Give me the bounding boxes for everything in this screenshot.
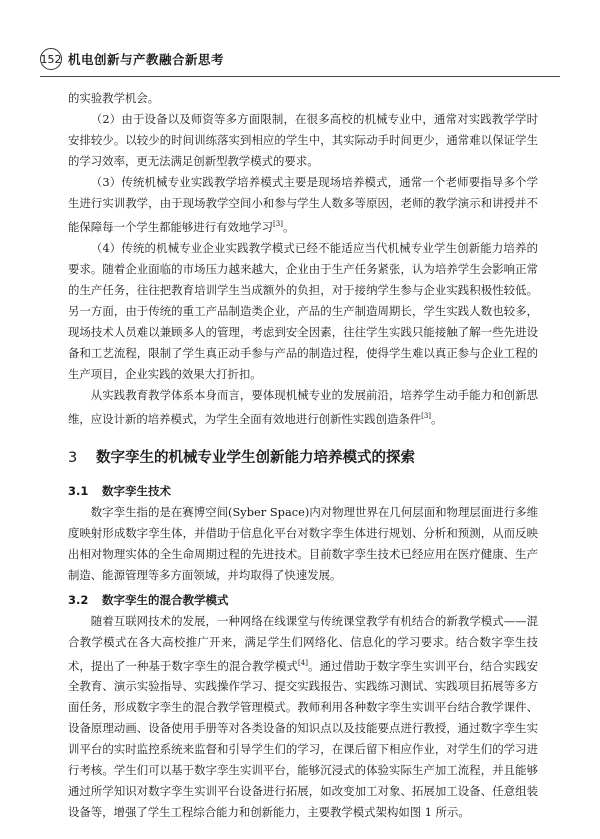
paragraph-summary-text: 从实践教育教学体系本身而言，要体现机械专业的发展前沿，培养学生动手能力和创新思维，应设计新的培养模式，为学生全面有效地进行创新性实践创造条件 [68, 387, 538, 426]
section-3-1-body: 数字孪生指的是在赛博空间(Syber Space)内对物理世界在几何层面和物理层面进行多维度映射形成数字孪生体，并借助于信息化平台对数字孪生体进行规划、分析和预测，从而反映出相对物理实体的全生命周期过程的先进技术。目前数字孪生技术已经应用在医疗健康、生产制造、能源管理等多方面领域，并均取得了快速发展。 [68, 504, 538, 582]
subsection-title: 数字孪生技术 [102, 483, 171, 498]
section-3-2-body-post: 。通过借助于数字孪生实训平台，结合实践安全教育、演示实验指导、实践操作学习、提交实践报告、实践练习测试、实践项目拓展等多方面任务，形成数字孪生的混合教学管理模式。教师利用各种数字孪生实训平台结合教学课件、设备原理动画、设备使用手册等对各类设备的知识点以及技能要点进行教授，通过数字孪生实训平台的实时监控系统来监督和引导学生们的学习，在课后留下相应作业，对学生们的学习进行考核。学生们可以基于数字孪生实训平台，能够沉浸式的体验实际生产加工流程，并且能够通过所学知识对数字孪生实训平台设备进行拓展，如改变加工对象、拓展加工设备、任意组装设备等，增强了学生工程综合能力和创新能力，主要教学模式架构如图 1 所示。 [68, 658, 538, 820]
section-3-1-heading [68, 481, 538, 502]
running-title: 机电创新与产教融合新思考 [68, 52, 225, 67]
citation-ref: [4] [298, 658, 308, 667]
paragraph-point-3-text: （3）传统机械专业实践教学培养模式主要是现场培养模式，通常一个老师要指导多个学生进行实训教学，由于现场教学空间小和参与学生人数多等原因，老师的教学演示和讲授并不能保障每一个学生都能够进行有效地学习 [68, 175, 538, 234]
page-body [68, 88, 538, 823]
paragraph-point-2: （2）由于设备以及师资等多方面限制，在很多高校的机械专业中，通常对实践教学学时安排较少。以较少的时间训练落实到相应的学生中，其实际动手时间更少，通常难以保证学生的学习效率，更无法满足创新型教学模式的要求。 [68, 112, 538, 168]
page-number: 152 [40, 48, 62, 70]
citation-ref: [3] [273, 220, 283, 228]
paragraph-summary: 从实践教育教学体系本身而言，要体现机械专业的发展前沿，培养学生动手能力和创新思维，应设计新的培养模式，为学生全面有效地进行创新性实践创造条件[3]。 [68, 387, 538, 426]
paragraph-continuation: 的实验教学机会。 [68, 91, 160, 105]
page-header [40, 46, 560, 72]
section-title: 数字孪生的机械专业学生创新能力培养模式的探索 [96, 449, 415, 466]
subsection-title: 数字孪生的混合教学模式 [102, 592, 229, 607]
section-3-2-heading [68, 590, 538, 611]
section-3-heading [68, 448, 538, 469]
paragraph-point-4: （4）传统的机械专业企业实践教学模式已经不能适应当代机械专业学生创新能力培养的要求。随着企业面临的市场压力越来越大，企业由于生产任务紧张，认为培养学生会影响正常的生产任务，往往把教育培训学生当成额外的负担，对于接纳学生参与企业实践积极性较低。另一方面，由于传统的重工产品制造类企业，产品的生产制造周期长，学生实践人数也较多，现场技术人员难以兼顾多人的管理，考虑到安全因素，往往学生实践只能接触了解一些先进设备和工艺流程，限制了学生真正动手参与产品的制造过程，使得学生难以真正参与企业工程的生产项目，企业实践的效果大打折扣。 [68, 240, 538, 381]
section-3-2-body [68, 611, 538, 824]
section-3-2-body-pre: 随着互联网技术的发展，一种网络在线课堂与传统课堂教学有机结合的新教学模式——混合教学模式在各大高校推广开来，满足学生们网络化、信息化的学习要求。结合数字孪生技术，提出了一种基于数字孪生的混合教学模式 [68, 613, 538, 673]
header-rule [40, 76, 560, 77]
subsection-number: 3.2 [68, 592, 89, 607]
citation-ref: [3] [421, 411, 432, 420]
subsection-number: 3.1 [68, 483, 89, 498]
paragraph-point-3: （3）传统机械专业实践教学培养模式主要是现场培养模式，通常一个老师要指导多个学生进行实训教学，由于现场教学空间小和参与学生人数多等原因，老师的教学演示和讲授并不能保障每一个学生都能够进行有效地学习[3]。 [68, 175, 538, 234]
section-number: 3 [68, 449, 78, 466]
